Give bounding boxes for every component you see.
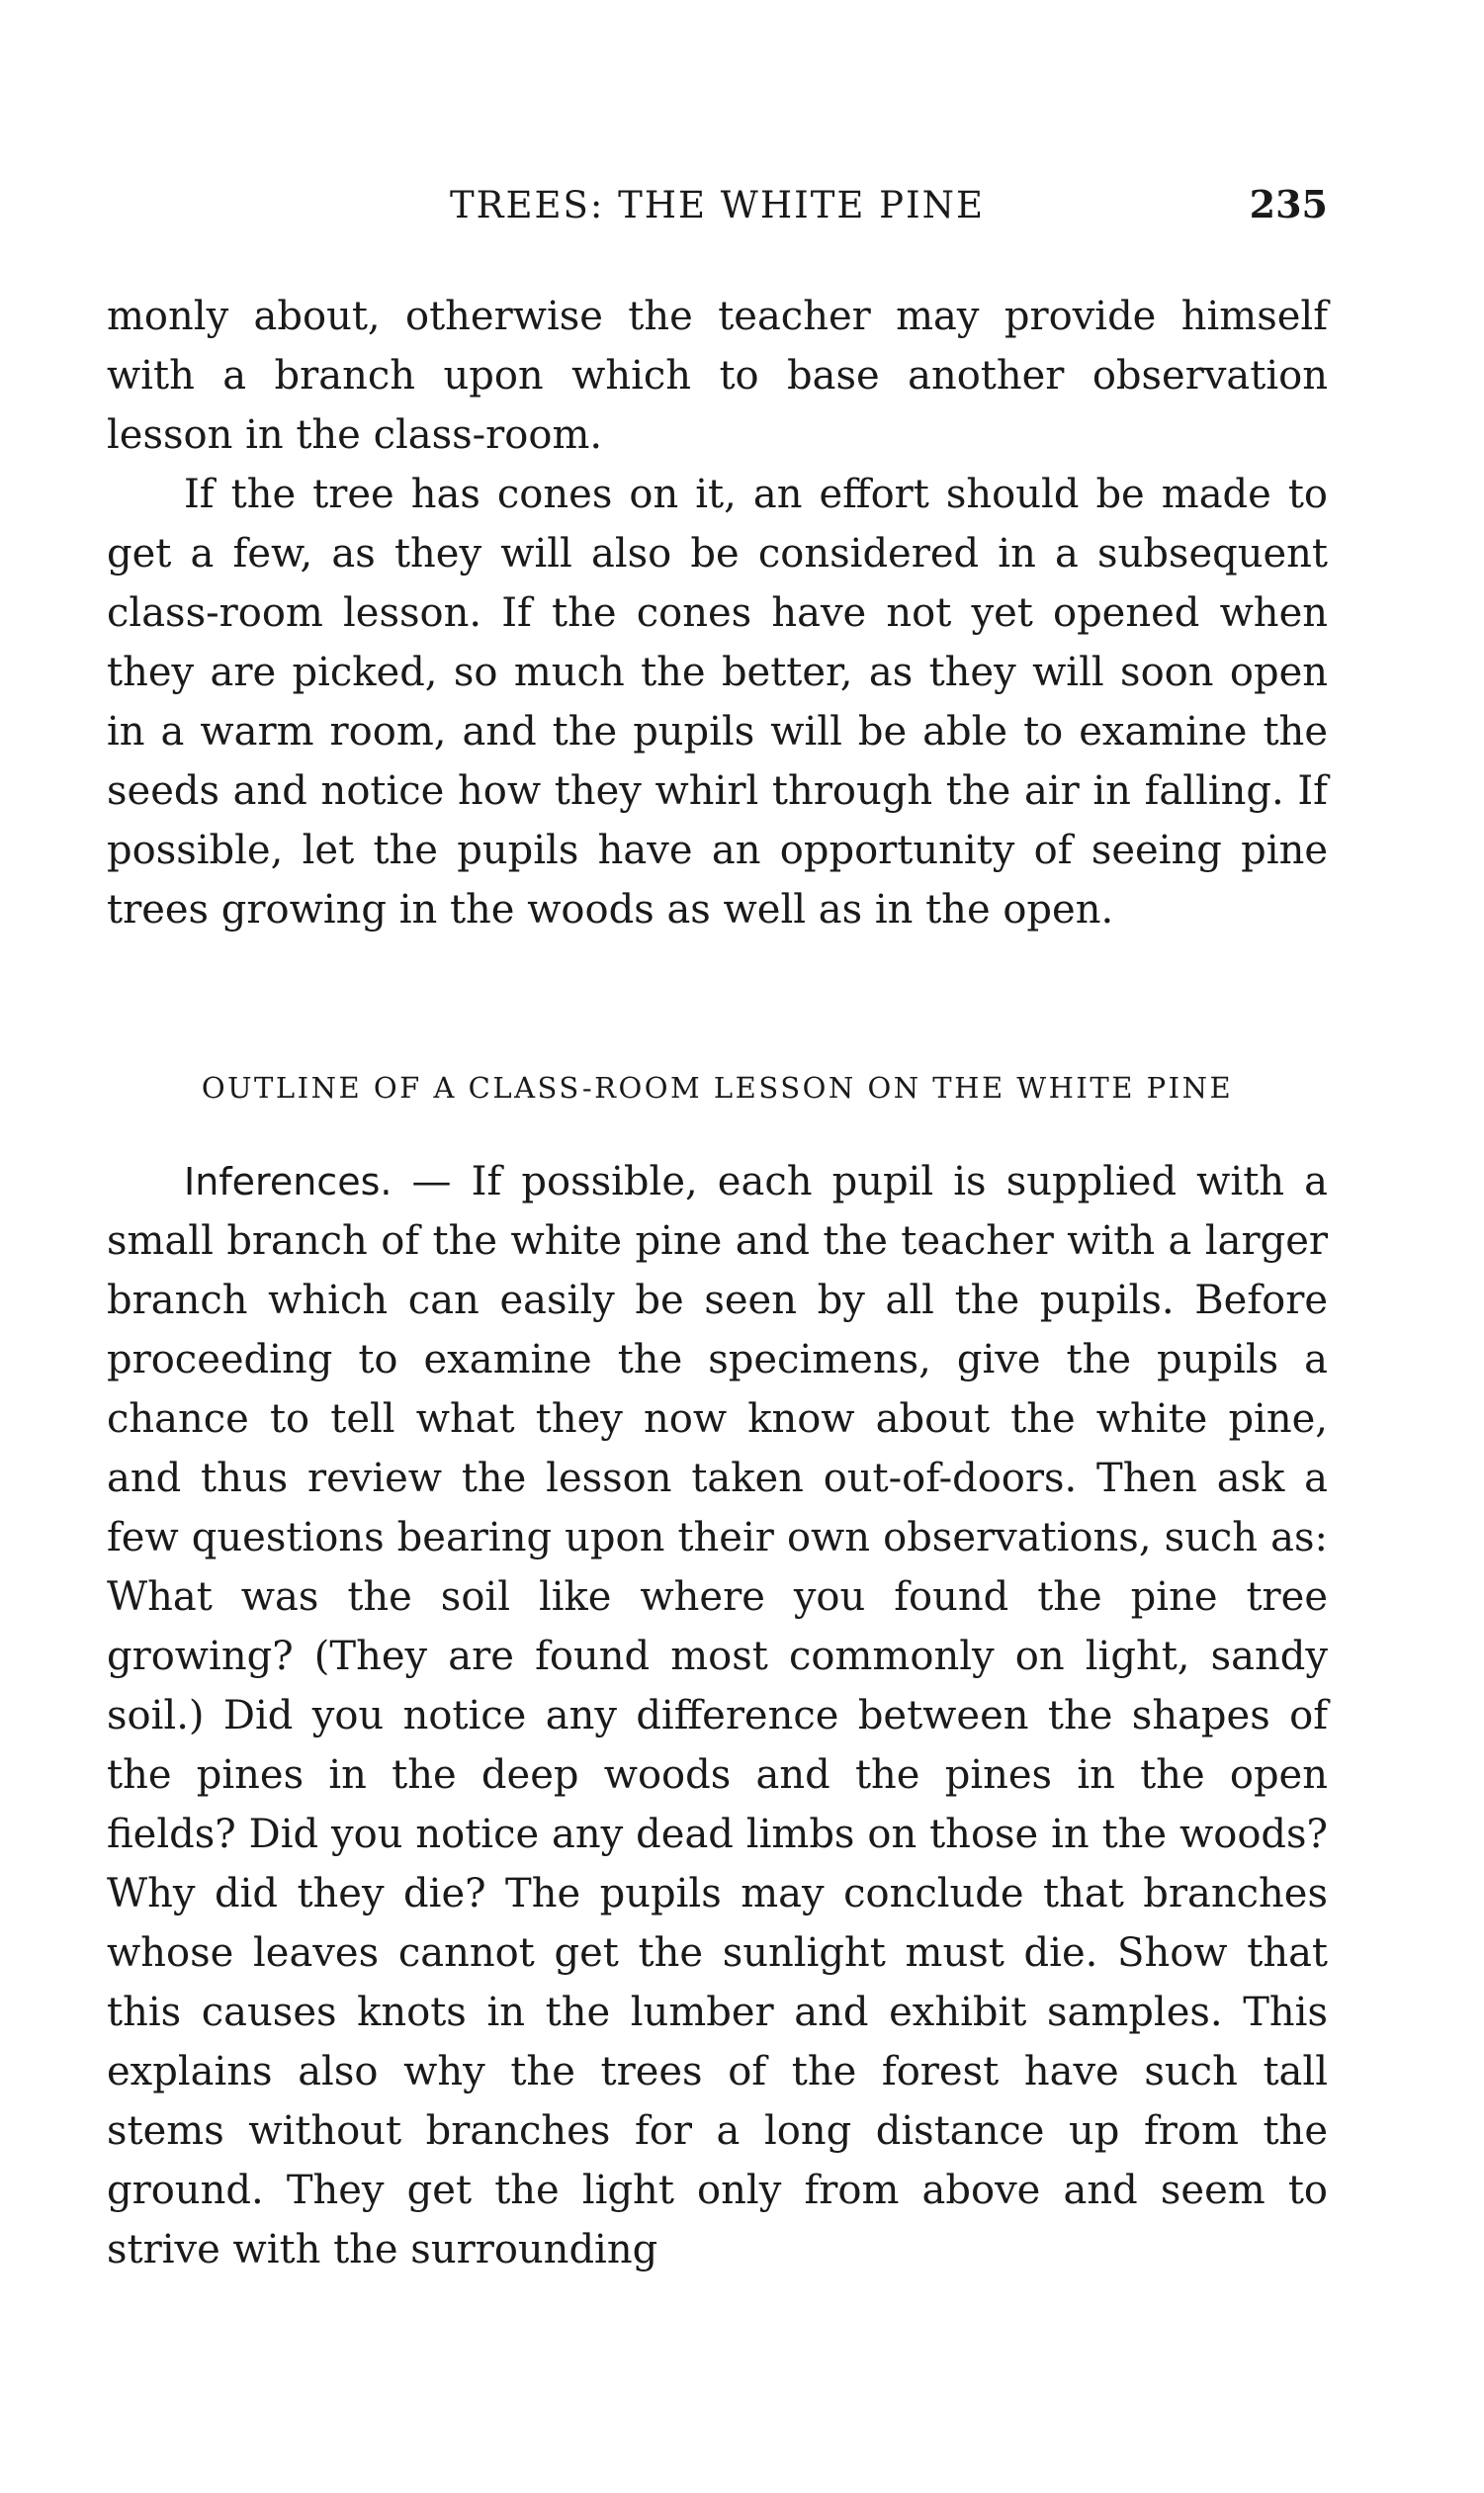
paragraph-inferences	[107, 1152, 1328, 2279]
section-heading: OUTLINE OF A CLASS-ROOM LESSON ON THE WHITE PINE	[201, 1071, 1234, 1105]
paragraph-continuation	[107, 287, 1328, 465]
paragraph-text: If the tree has cones on it, an effort should be made to get a few, as they will also be considered in a subsequent class-room lesson. If the cones have not yet opened when they are picked, so much the better, as they will soon open in a warm room, and the pupils will be able to examine the seeds and notice how they whirl through the air in falling. If possible, let the pupils have an opportunity of seeing pine trees growing in the woods as well as in the open.	[107, 472, 1328, 933]
paragraph-text: monly about, otherwise the teacher may provide himself with a branch upon which to base another observation lesson in the class-room.	[107, 294, 1328, 458]
em-dash: —	[392, 1159, 472, 1204]
inferences-paragraph	[107, 1152, 1328, 2279]
running-title: TREES: THE WHITE PINE	[449, 184, 986, 226]
running-head	[107, 178, 1328, 237]
paragraph-text: If possible, each pupil is supplied with a small branch of the white pine and the teacher with a larger branch which can easily be seen by all the pupils. Before proceeding to examine the specimens, give the pupils a chance to tell what they now know about the white pine, and thus review the lesson taken out-of-doors. Then ask a few questions bearing upon their own observations, such as: What was the soil like where you found the pine tree growing? (They are found most commonly on light, sandy soil.) Did you notice any difference between the shapes of the pines in the deep woods and the pines in the open fields? Did you notice any dead limbs on those in the woods? Why did they die? The pupils may conclude that branches whose leaves cannot get the sunlight must die. Show that this causes knots in the lumber and exhibit samples. This explains also why the trees of the forest have such tall stems without branches for a long distance up from the ground. They get the light only from above and seem to strive with the surrounding	[107, 1159, 1328, 2272]
page-number: 235	[1249, 182, 1328, 226]
paragraph-cones	[107, 465, 1328, 939]
run-in-heading: Inferences.	[184, 1160, 393, 1203]
